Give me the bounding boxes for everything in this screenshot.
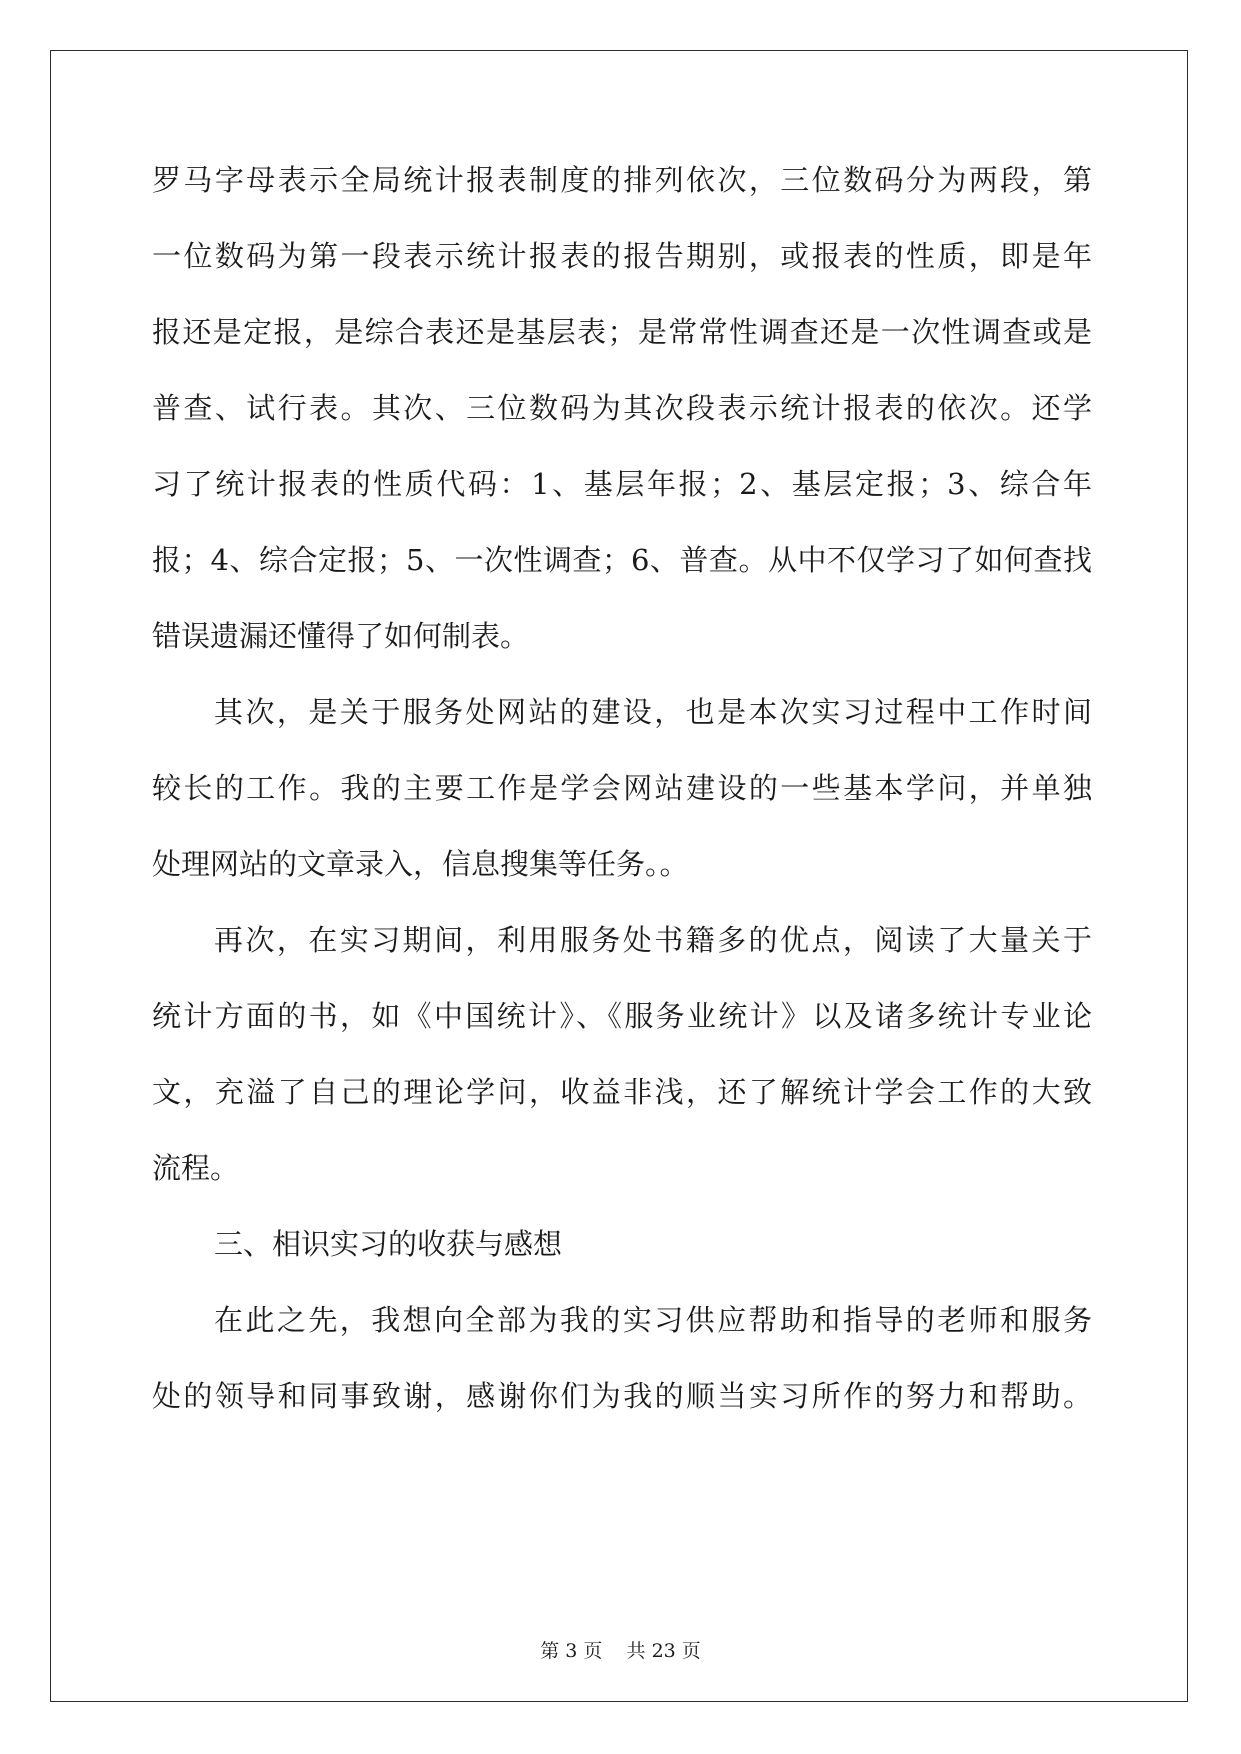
paragraph-line: 习了统计报表的性质代码：1、基层年报；2、基层定报；3、综合年 xyxy=(152,467,1092,501)
paragraph-line: 一位数码为第一段表示统计报表的报告期别，或报表的性质，即是年 xyxy=(152,239,1092,273)
paragraph-line: 错误遗漏还懂得了如何制表。 xyxy=(152,619,530,653)
section-heading: 三、相识实习的收获与感想 xyxy=(214,1227,563,1261)
paragraph-line: 报；4、综合定报；5、一次性调查；6、普查。从中不仅学习了如何查找 xyxy=(152,543,1092,577)
paragraph-line: 处的领导和同事致谢，感谢你们为我的顺当实习所作的努力和帮助。 xyxy=(152,1379,1092,1413)
paragraph-line: 文，充溢了自己的理论学问，收益非浅，还了解统计学会工作的大致 xyxy=(152,1075,1092,1109)
paragraph-line: 流程。 xyxy=(152,1151,240,1185)
paragraph-line: 较长的工作。我的主要工作是学会网站建设的一些基本学问，并单独 xyxy=(152,771,1092,805)
paragraph-line: 处理网站的文章录入，信息搜集等任务。。 xyxy=(152,847,689,881)
paragraph-line: 罗马字母表示全局统计报表制度的排列依次，三位数码分为两段，第 xyxy=(152,163,1092,197)
paragraph-line: 再次，在实习期间，利用服务处书籍多的优点，阅读了大量关于 xyxy=(214,923,1092,957)
paragraph-line: 统计方面的书，如《中国统计》、《服务业统计》以及诸多统计专业论 xyxy=(152,999,1092,1033)
paragraph-line: 报还是定报，是综合表还是基层表；是常常性调查还是一次性调查或是 xyxy=(152,315,1092,349)
paragraph-line: 其次，是关于服务处网站的建设，也是本次实习过程中工作时间 xyxy=(214,695,1092,729)
paragraph-line: 在此之先，我想向全部为我的实习供应帮助和指导的老师和服务 xyxy=(214,1303,1092,1337)
paragraph-line: 普查、试行表。其次、三位数码为其次段表示统计报表的依次。还学 xyxy=(152,391,1092,425)
page-number-footer: 第 3 页 共 23 页 xyxy=(540,1640,701,1662)
